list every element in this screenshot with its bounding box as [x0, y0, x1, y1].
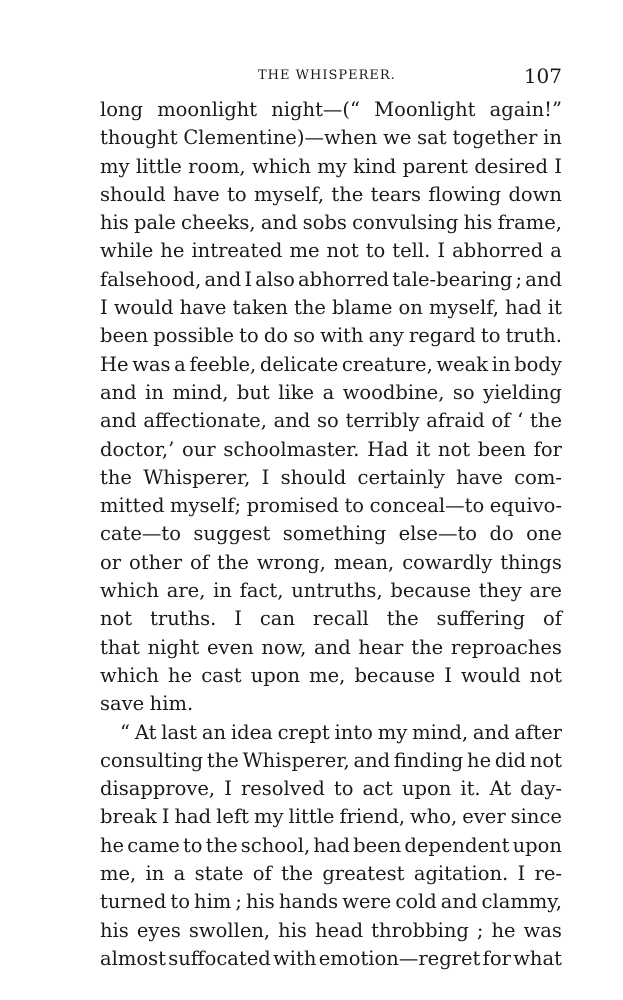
word: have	[456, 465, 503, 489]
word: sobs	[302, 211, 347, 235]
word: of	[252, 862, 272, 886]
word: which	[100, 579, 159, 603]
word: my	[100, 154, 130, 178]
word: school,	[240, 833, 311, 857]
word: falsehood,	[100, 267, 202, 291]
word: act	[362, 777, 393, 801]
word: parent	[402, 154, 468, 178]
text-line	[100, 747, 562, 775]
word: creature,	[341, 352, 433, 376]
word: long	[100, 98, 144, 121]
word: and	[525, 267, 562, 291]
word: night—(“	[271, 98, 360, 121]
word: but	[236, 380, 270, 404]
word: clammy,	[481, 890, 562, 914]
word: greatest	[322, 862, 405, 886]
word: agitation.	[413, 862, 509, 886]
word: At	[489, 777, 512, 801]
word: something	[282, 522, 387, 546]
word: certainly	[357, 465, 445, 489]
word: which	[251, 154, 311, 178]
text-line	[100, 436, 562, 464]
word: kind	[353, 154, 397, 178]
word: finding	[393, 748, 464, 772]
word: are	[529, 579, 562, 603]
word: was	[523, 918, 562, 942]
word: body	[514, 352, 562, 376]
word: left	[216, 805, 250, 829]
word: not	[437, 437, 471, 461]
text-line	[100, 379, 562, 407]
word: night	[147, 635, 200, 659]
word: almost	[100, 946, 166, 970]
word: my	[377, 720, 408, 744]
text-line	[100, 662, 562, 690]
word: who,	[410, 805, 458, 829]
word: been	[353, 833, 402, 857]
word: crept	[277, 720, 330, 744]
word: cheeks,	[181, 211, 256, 235]
word: tears	[370, 182, 422, 206]
word: eyes	[136, 918, 181, 942]
word: doctor,’	[100, 437, 175, 461]
word: had	[313, 833, 350, 857]
word: truth.	[505, 324, 562, 348]
word: his	[100, 211, 129, 235]
word: have	[172, 182, 220, 206]
word: and	[273, 409, 311, 433]
word: regard	[408, 324, 476, 348]
word: woodbine,	[342, 380, 445, 404]
word: while	[100, 239, 154, 263]
word: and	[260, 211, 298, 235]
word: in	[491, 352, 511, 376]
word: I	[554, 154, 562, 178]
text-line	[100, 888, 562, 916]
word: else—to	[398, 522, 478, 546]
word: weak	[436, 352, 489, 376]
word: the	[530, 409, 562, 433]
word: that	[100, 635, 140, 659]
word: to	[227, 182, 247, 206]
word: so	[293, 324, 315, 348]
word: re-	[534, 862, 562, 886]
word: suffering	[436, 607, 526, 631]
word: and	[353, 748, 391, 772]
word: intreated	[191, 239, 283, 263]
word: to	[480, 324, 501, 348]
text-line	[100, 719, 562, 747]
word: At	[134, 720, 157, 744]
word: what	[513, 946, 562, 970]
word: resolved	[240, 777, 325, 801]
text-line	[100, 322, 562, 350]
word: of	[543, 607, 562, 631]
word: and	[100, 409, 137, 433]
word: a	[550, 239, 562, 263]
word: convulsing	[352, 211, 459, 235]
word: little	[288, 805, 335, 829]
word: Moonlight	[374, 98, 476, 121]
word: the	[331, 182, 364, 206]
word: friend,	[339, 805, 406, 829]
word: state	[194, 862, 244, 886]
word: a	[174, 352, 186, 376]
word: the	[216, 550, 249, 574]
word: feeble,	[189, 352, 257, 376]
word: ‘	[517, 409, 524, 433]
word: I	[444, 663, 452, 687]
word: upon	[401, 777, 452, 801]
word: in	[543, 126, 562, 150]
word: had	[505, 296, 542, 320]
text-line	[100, 605, 562, 633]
word: for	[533, 437, 562, 461]
word: com-	[514, 465, 562, 489]
word: save	[100, 692, 145, 716]
text-line	[100, 153, 562, 181]
word: so	[452, 380, 475, 404]
word: myself;	[169, 494, 242, 518]
word: my	[254, 805, 284, 829]
word: Whisperer,	[143, 465, 251, 489]
text-line	[100, 549, 562, 577]
word: disapprove,	[100, 777, 216, 801]
word: did	[494, 748, 527, 772]
word: reproaches	[450, 635, 562, 659]
word: the	[100, 465, 132, 489]
word: truths.	[150, 607, 217, 631]
word: day-	[520, 777, 562, 801]
word: thought	[100, 126, 178, 150]
text-line	[100, 520, 562, 548]
word: he	[168, 663, 193, 687]
word: frame,	[497, 211, 562, 235]
word: I	[261, 465, 270, 489]
word: the	[386, 607, 419, 631]
word: and	[100, 380, 137, 404]
text-line	[100, 634, 562, 662]
word: blame	[332, 296, 393, 320]
word: I	[234, 607, 242, 631]
text-line	[100, 832, 562, 860]
word: was	[132, 352, 171, 376]
text-line	[100, 351, 562, 379]
word: not	[100, 607, 133, 631]
word: ;	[515, 267, 523, 291]
word: consulting	[100, 748, 204, 772]
word: Clementine)—when	[183, 126, 378, 150]
text-line	[100, 464, 562, 492]
word: promised	[246, 494, 339, 518]
word: an	[201, 720, 226, 744]
word: for	[482, 946, 511, 970]
word: a	[322, 380, 335, 404]
word: break	[100, 805, 157, 829]
text-line	[100, 577, 562, 605]
word: been	[100, 324, 149, 348]
word: ;	[235, 890, 242, 914]
word: even	[207, 635, 254, 659]
word: yielding	[483, 380, 562, 404]
word: pale	[133, 211, 176, 235]
word: not	[529, 663, 562, 687]
word: the	[281, 862, 313, 886]
word: last	[161, 720, 197, 744]
word: it	[416, 437, 431, 461]
word: do	[263, 324, 289, 348]
word: throbbing	[371, 918, 469, 942]
word: tell.	[392, 239, 431, 263]
word: equivo-	[489, 494, 562, 518]
word: so	[317, 409, 339, 433]
word: his	[463, 211, 493, 235]
word: schoolmaster.	[223, 437, 360, 461]
word: the	[206, 748, 239, 772]
word: wrong,	[256, 550, 326, 574]
running-head	[100, 64, 562, 90]
word: since	[510, 805, 562, 829]
word: upon	[250, 663, 301, 687]
word: and	[204, 267, 242, 291]
word: in	[145, 380, 164, 404]
word: would	[113, 296, 174, 320]
word: suffocated	[168, 946, 271, 970]
word: possible	[153, 324, 234, 348]
word: the	[411, 635, 444, 659]
word: he	[491, 918, 516, 942]
text-line	[100, 124, 562, 152]
word: upon	[512, 833, 562, 857]
word: not	[529, 748, 562, 772]
word: desired	[474, 154, 548, 178]
word: taken	[232, 296, 288, 320]
word: with	[273, 946, 317, 970]
word: me,	[100, 862, 137, 886]
running-title: THE WHISPERER.	[258, 68, 396, 83]
text-line	[100, 775, 562, 803]
word: moonlight	[157, 98, 258, 121]
text-line	[100, 181, 562, 209]
word: to	[239, 324, 259, 348]
word: his	[100, 918, 129, 942]
text-line	[100, 209, 562, 237]
word: our	[182, 437, 216, 461]
word: also	[255, 267, 295, 291]
body-text	[100, 96, 562, 973]
word: I	[161, 805, 170, 829]
text-line	[100, 237, 562, 265]
word: swollen,	[188, 918, 271, 942]
word: came	[127, 833, 180, 857]
word: he	[467, 748, 492, 772]
word: of	[491, 409, 511, 433]
word: can	[259, 607, 295, 631]
word: him	[194, 890, 232, 914]
word: now,	[261, 635, 307, 659]
word: fact,	[239, 579, 284, 603]
word: I	[437, 239, 446, 263]
word: to	[344, 494, 365, 518]
word: ;	[476, 918, 484, 942]
text-line	[100, 860, 562, 888]
word: myself,	[428, 296, 499, 320]
word: afraid	[426, 409, 485, 433]
text-line	[100, 294, 562, 322]
word: mitted	[100, 494, 165, 518]
word: tale-bearing	[392, 267, 513, 291]
word: to	[170, 890, 190, 914]
word: do	[489, 522, 514, 546]
word: idea	[230, 720, 273, 744]
word: suggest	[193, 522, 271, 546]
word: little	[135, 154, 182, 178]
page-number: 107	[523, 64, 562, 88]
word: I	[224, 777, 232, 801]
word: cowardly	[402, 550, 493, 574]
word: and	[440, 890, 478, 914]
word: are,	[166, 579, 206, 603]
word: mind,	[172, 380, 229, 404]
word: together	[452, 126, 538, 150]
word: hear	[358, 635, 404, 659]
text-line	[100, 266, 562, 294]
word: have	[179, 296, 227, 320]
word: He	[100, 352, 129, 376]
word: dependent	[404, 833, 510, 857]
word: myself,	[254, 182, 325, 206]
word: down	[508, 182, 562, 206]
word: again!”	[489, 98, 562, 121]
word: the	[294, 296, 326, 320]
word: because	[390, 579, 472, 603]
word: to	[182, 833, 203, 857]
word: been	[477, 437, 526, 461]
word: any	[368, 324, 404, 348]
word: other	[129, 550, 183, 574]
word: with	[320, 324, 364, 348]
word: he	[100, 833, 125, 857]
word: me,	[309, 663, 346, 687]
word: emotion—regret	[318, 946, 481, 970]
word: cold	[395, 890, 437, 914]
word: delicate	[259, 352, 339, 376]
word: sat	[417, 126, 447, 150]
word: my	[317, 154, 347, 178]
word: he	[160, 239, 185, 263]
word: should	[280, 465, 347, 489]
word: I	[517, 862, 526, 886]
word: in	[213, 579, 232, 603]
word: abhorred	[298, 267, 390, 291]
word: would	[460, 663, 521, 687]
word: a	[173, 862, 186, 886]
word: on	[398, 296, 423, 320]
word: abhorred	[452, 239, 544, 263]
word: and	[472, 720, 510, 744]
word: of	[190, 550, 209, 574]
word: affectionate,	[143, 409, 267, 433]
word: or	[100, 550, 122, 574]
text-line	[100, 407, 562, 435]
word: things	[500, 550, 562, 574]
word: in	[145, 862, 165, 886]
word: into	[334, 720, 373, 744]
word: not	[326, 239, 359, 263]
word: to	[333, 777, 354, 801]
text-line	[100, 690, 562, 718]
text-line	[100, 803, 562, 831]
word: him.	[149, 692, 194, 716]
word: mean,	[333, 550, 395, 574]
word: we	[383, 126, 412, 150]
word: his	[246, 890, 275, 914]
word: it.	[460, 777, 481, 801]
word: I	[244, 267, 253, 291]
word: “	[120, 720, 130, 744]
word: the	[205, 833, 238, 857]
word: after	[514, 720, 562, 744]
word: because	[354, 663, 436, 687]
text-line	[100, 492, 562, 520]
word: flowing	[428, 182, 502, 206]
word: me	[289, 239, 320, 263]
word: to	[365, 239, 386, 263]
word: head	[314, 918, 364, 942]
word: which	[100, 663, 159, 687]
word: room,	[188, 154, 246, 178]
text-line	[100, 917, 562, 945]
word: terribly	[345, 409, 420, 433]
word: were	[342, 890, 392, 914]
word: like	[278, 380, 315, 404]
word: had	[174, 805, 212, 829]
word: Had	[367, 437, 409, 461]
word: untruths,	[291, 579, 383, 603]
word: his	[278, 918, 307, 942]
word: conceal—to	[369, 494, 485, 518]
word: and	[314, 635, 351, 659]
word: ever	[462, 805, 506, 829]
word: Whisperer,	[242, 748, 350, 772]
word: recall	[312, 607, 369, 631]
word: one	[526, 522, 562, 546]
word: it	[547, 296, 562, 320]
word: hands	[278, 890, 339, 914]
word: I	[100, 296, 108, 320]
word: should	[100, 182, 166, 206]
word: cate—to	[100, 522, 181, 546]
word: mind,	[412, 720, 469, 744]
word: turned	[100, 890, 167, 914]
text-line	[100, 945, 562, 973]
word: they	[478, 579, 522, 603]
word: cast	[201, 663, 242, 687]
text-line	[100, 96, 562, 124]
